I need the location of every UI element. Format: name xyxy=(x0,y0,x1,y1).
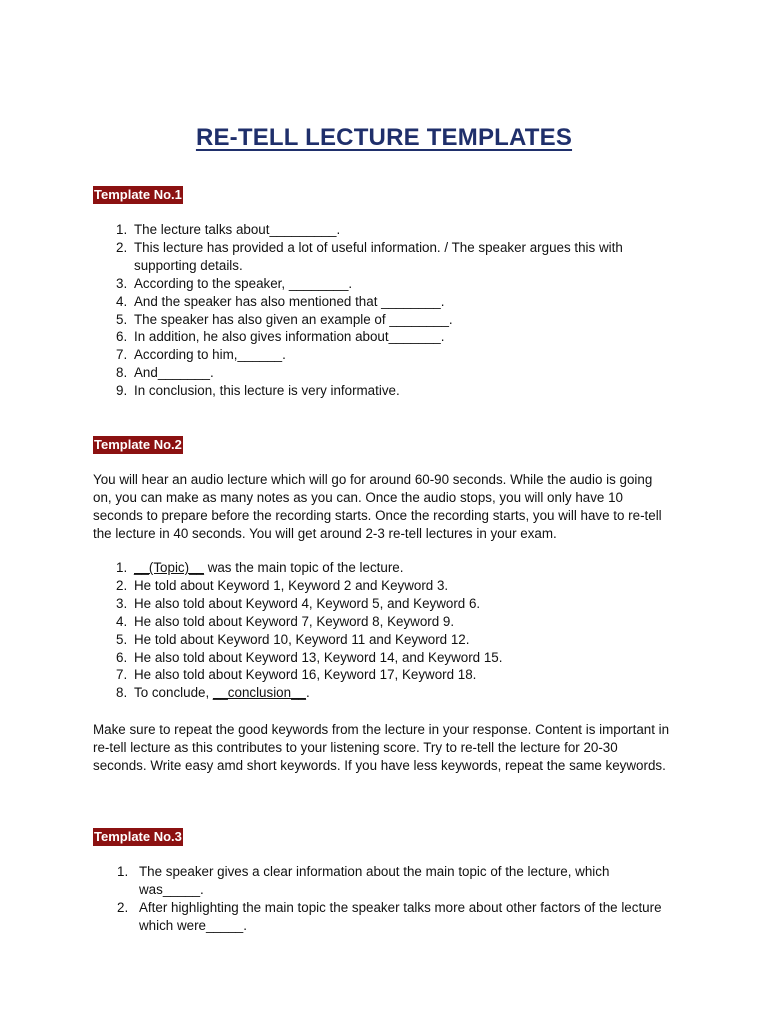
list-number: 1. xyxy=(116,560,128,575)
list-item xyxy=(93,684,668,702)
list-item xyxy=(93,631,668,649)
template-3-label: Template No.3 xyxy=(94,829,182,844)
template-2-outro: Make sure to repeat the good keywords from the lecture in your response. Content is important in re-tell lecture as this contributes to your listening score. Try to re-tell the lecture for 20-30 seconds. Write easy amd short keywords. If you have less keywords, repeat the same keywords. xyxy=(93,722,670,773)
list-text: According to the speaker, ________. xyxy=(134,275,353,291)
list-item xyxy=(93,899,663,935)
list-item xyxy=(93,595,668,613)
list-number: 4. xyxy=(116,613,128,629)
list-text: In conclusion, this lecture is very informative. xyxy=(134,383,400,399)
list-item xyxy=(93,613,668,631)
template-2-list xyxy=(93,559,668,702)
list-number: 6. xyxy=(116,649,128,665)
list-item xyxy=(93,239,668,275)
template-1-label: Template No.1 xyxy=(94,187,182,202)
list-item xyxy=(93,346,668,364)
list-text: This lecture has provided a lot of useful information. / The speaker argues this with supporting details. xyxy=(134,239,623,273)
list-text: According to him,______. xyxy=(134,347,286,363)
template-2-label: Template No.2 xyxy=(94,437,182,452)
list-text: To conclude, xyxy=(134,685,213,701)
list-number: 5. xyxy=(116,311,128,327)
list-text: He also told about Keyword 16, Keyword 17, Keyword 18. xyxy=(134,667,477,683)
conclusion-blank: __conclusion__ xyxy=(212,685,306,701)
list-number: 8. xyxy=(116,685,128,701)
template-1-list xyxy=(93,221,668,400)
list-text: After highlighting the main topic the speaker talks more about other factors of the lecture which were_____. xyxy=(139,899,662,933)
list-item xyxy=(93,311,668,329)
list-number: 3. xyxy=(116,595,128,611)
list-number: 4. xyxy=(116,293,128,309)
list-item xyxy=(93,666,668,684)
list-number: 8. xyxy=(116,365,128,381)
list-item xyxy=(93,863,663,899)
list-number: 7. xyxy=(116,667,128,683)
list-text: The speaker has also given an example of ________. xyxy=(134,311,453,327)
template-2-intro: You will hear an audio lecture which will go for around 60-90 seconds. While the audio is going on, you can make as many notes as you can. Once the audio stops, you will only have 10 seconds to prepare before the recording starts. Once the recording starts, you will have to re-tell the lecture in 40 seconds. You will get around 2-3 re-tell lectures in your exam. xyxy=(93,472,662,541)
list-number: 7. xyxy=(116,347,128,363)
list-number: 9. xyxy=(116,383,128,399)
list-text: He told about Keyword 10, Keyword 11 and Keyword 12. xyxy=(134,631,470,647)
list-item xyxy=(93,649,668,667)
list-item xyxy=(93,275,668,293)
page-title: RE-TELL LECTURE TEMPLATES xyxy=(195,124,573,151)
list-number: 1. xyxy=(116,222,128,237)
list-text: He also told about Keyword 13, Keyword 14, and Keyword 15. xyxy=(134,649,503,665)
topic-blank: __(Topic)__ xyxy=(134,560,204,575)
list-text: The lecture talks about_________. xyxy=(134,222,341,237)
list-text: And_______. xyxy=(134,365,214,381)
list-number: 1. xyxy=(117,864,129,879)
list-number: 2. xyxy=(116,239,128,255)
list-item xyxy=(93,382,668,400)
list-item xyxy=(93,577,668,595)
list-text-end: . xyxy=(305,685,310,701)
list-text: He also told about Keyword 4, Keyword 5, and Keyword 6. xyxy=(134,595,481,611)
list-item xyxy=(93,221,668,239)
list-number: 6. xyxy=(116,329,128,345)
list-number: 2. xyxy=(117,899,129,915)
list-text: The speaker gives a clear information about the main topic of the lecture, which was_____. xyxy=(139,864,610,897)
list-text: And the speaker has also mentioned that ________. xyxy=(134,293,445,309)
list-item xyxy=(93,364,668,382)
list-text: He also told about Keyword 7, Keyword 8, Keyword 9. xyxy=(134,613,455,629)
list-text: was the main topic of the lecture. xyxy=(203,560,404,575)
list-item xyxy=(93,293,668,311)
list-text: He told about Keyword 1, Keyword 2 and Keyword 3. xyxy=(134,577,449,593)
list-item xyxy=(93,559,668,577)
list-number: 2. xyxy=(116,577,128,593)
list-text: In addition, he also gives information about_______. xyxy=(134,329,445,345)
list-item xyxy=(93,328,668,346)
list-number: 3. xyxy=(116,275,128,291)
list-number: 5. xyxy=(116,631,128,647)
template-3-list xyxy=(93,863,663,935)
